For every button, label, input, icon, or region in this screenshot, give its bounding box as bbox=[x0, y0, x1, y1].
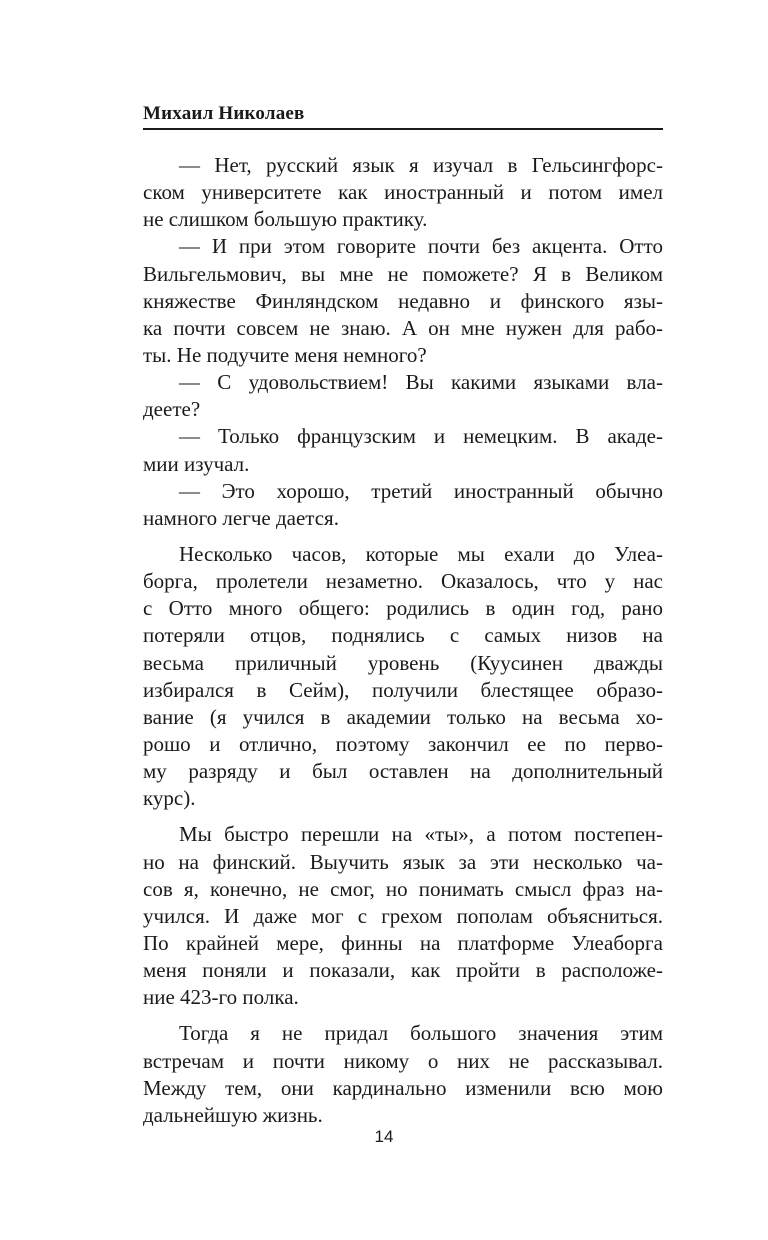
text-line: мии изучал. bbox=[143, 451, 250, 476]
text-line: учился. И даже мог с грехом пополам объясниться. bbox=[143, 903, 663, 928]
text-line: — С удовольствием! Вы какими языками вла- bbox=[179, 370, 663, 395]
text-line: меня поняли и показали, как пройти в расположе- bbox=[143, 958, 663, 983]
text-line: Тогда я не придал большого значения этим bbox=[179, 1021, 663, 1046]
page-number: 14 bbox=[374, 1127, 394, 1146]
text-line: дальнейшую жизнь. bbox=[143, 1102, 323, 1127]
paragraph-spacer bbox=[143, 1011, 663, 1020]
text-line: рошо и отлично, поэтому закончил ее по перво- bbox=[143, 731, 663, 756]
paragraph bbox=[143, 369, 663, 423]
paragraph bbox=[143, 152, 663, 233]
text-line: ском университете как иностранный и потом имел bbox=[143, 180, 663, 205]
body-text bbox=[143, 152, 663, 1129]
text-line: му разряду и был оставлен на дополнительный bbox=[143, 759, 663, 784]
text-line: потеряли отцов, поднялись с самых низов на bbox=[143, 623, 663, 648]
text-line: встречам и почти никому о них не рассказывал. bbox=[143, 1048, 663, 1073]
text-line: — Только французским и немецким. В акаде- bbox=[179, 424, 663, 449]
text-line: — Нет, русский язык я изучал в Гельсингфорс- bbox=[179, 153, 663, 177]
text-line: Мы быстро перешли на «ты», а потом постепен- bbox=[179, 822, 663, 847]
text-line: — Это хорошо, третий иностранный обычно bbox=[179, 478, 663, 503]
text-line: — И при этом говорите почти без акцента. Отто bbox=[179, 234, 663, 259]
running-header-title: Михаил Николаев bbox=[143, 103, 305, 124]
paragraph bbox=[143, 821, 663, 1011]
text-line: курс). bbox=[143, 786, 196, 811]
paragraph-spacer bbox=[143, 532, 663, 541]
text-line: сов я, конечно, не смог, но понимать смысл фраз на- bbox=[143, 876, 663, 901]
text-line: намного легче дается. bbox=[143, 505, 339, 530]
running-header bbox=[143, 103, 663, 130]
text-line: ние 423-го полка. bbox=[143, 985, 299, 1010]
text-line: Несколько часов, которые мы ехали до Улеа- bbox=[179, 541, 663, 566]
text-line: с Отто много общего: родились в один год, рано bbox=[143, 596, 663, 621]
text-line: По крайней мере, финны на платформе Улеаборга bbox=[143, 930, 663, 955]
text-line: избирался в Сейм), получили блестящее образо- bbox=[143, 677, 663, 702]
text-line: борга, пролетели незаметно. Оказалось, что у нас bbox=[143, 569, 663, 594]
text-line: Между тем, они кардинально изменили всю мою bbox=[143, 1075, 663, 1100]
paragraph-spacer bbox=[143, 812, 663, 821]
paragraph bbox=[143, 233, 663, 369]
text-line: весьма приличный уровень (Куусинен дважды bbox=[143, 650, 663, 675]
text-line: деете? bbox=[143, 397, 201, 422]
paragraph bbox=[143, 541, 663, 812]
text-line: княжестве Финляндском недавно и финского язы- bbox=[143, 288, 663, 313]
text-line: ты. Не подучите меня немного? bbox=[143, 342, 427, 367]
text-line: Вильгельмович, вы мне не поможете? Я в Великом bbox=[143, 261, 663, 286]
paragraph bbox=[143, 423, 663, 477]
paragraph bbox=[143, 1020, 663, 1129]
text-line: не слишком большую практику. bbox=[143, 207, 428, 232]
text-line: но на финский. Выучить язык за эти несколько ча- bbox=[143, 849, 663, 874]
text-line: ка почти совсем не знаю. А он мне нужен для рабо- bbox=[143, 315, 663, 340]
text-line: вание (я учился в академии только на весьма хо- bbox=[143, 704, 663, 729]
paragraph bbox=[143, 478, 663, 532]
